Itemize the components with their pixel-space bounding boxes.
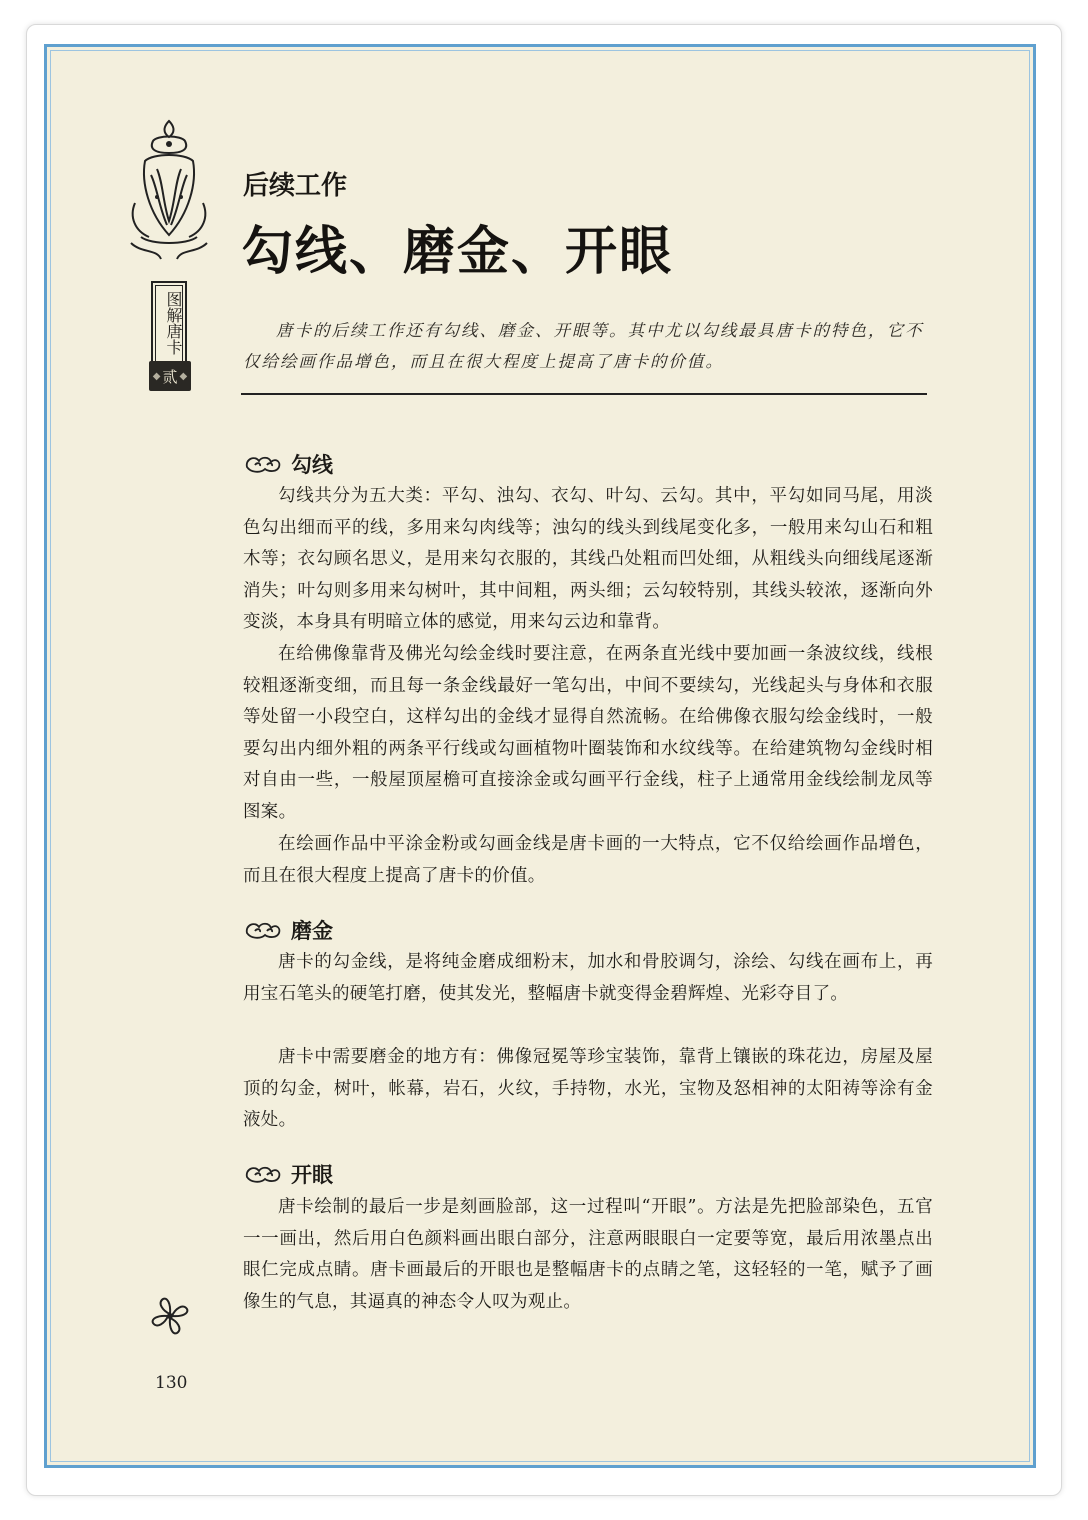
chapter-seal [149,361,191,391]
chapter-seal-label: 贰 [162,367,178,386]
section-heading-label: 勾线 [291,453,333,477]
seal-ornament-left-icon: ◆ [152,370,161,382]
cloud-scroll-icon [243,453,283,475]
page-number: 130 [155,1373,188,1393]
book-page [44,44,1036,1468]
divider-rule [241,393,927,395]
conch-shell-emblem-icon [127,113,211,283]
paragraph: 在绘画作品中平涂金粉或勾画金线是唐卡画的一大特点，它不仅给绘画作品增色，而且在很大程度上提高了唐卡的价值。 [243,834,933,886]
seal-ornament-right-icon: ◆ [179,370,188,382]
section-kicker: 后续工作 [243,171,348,201]
section-heading-mojin [243,915,333,945]
section-heading-kaiyan [243,1159,333,1189]
paragraph: 唐卡中需要磨金的地方有：佛像冠冕等珍宝装饰，靠背上镶嵌的珠花边，房屋及屋顶的勾金，树叶，帐幕，岩石，火纹，手持物，水光，宝物及怒相神的太阳祷等涂有金液处。 [243,1047,933,1130]
cloud-scroll-icon [243,919,283,941]
side-banner-label: 图解唐卡 [164,291,183,355]
section-heading-label: 磨金 [291,919,333,943]
section-heading-gouxian [243,449,333,479]
section-heading-label: 开眼 [291,1163,333,1187]
four-petal-flower-icon [147,1293,193,1343]
paragraph: 唐卡绘制的最后一步是刻画脸部，这一过程叫“开眼”。方法是先把脸部染色，五官一一画出，然后用白色颜料画出眼白部分，注意两眼眼白一定要等宽，最后用浓墨点出眼仁完成点睛。唐卡画最后的开眼也是整幅唐卡的点睛之笔，这轻轻的一笔，赋予了画像生的气息，其逼真的神态令人叹为观止。 [243,1197,933,1312]
intro-paragraph: 唐卡的后续工作还有勾线、磨金、开眼等。其中尤以勾线最具唐卡的特色，它不仅给绘画作品增色，而且在很大程度上提高了唐卡的价值。 [243,321,924,371]
paragraph: 在给佛像靠背及佛光勾绘金线时要注意，在两条直光线中要加画一条波纹线，线根较粗逐渐变细，而且每一条金线最好一笔勾出，中间不要续勾，光线起头与身体和衣服等处留一小段空白，这样勾出的金线才显得自然流畅。在给佛像衣服勾绘金线时，一般要勾出内细外粗的两条平行线或勾画植物叶圈装饰和水纹线等。在给建筑物勾金线时相对自由一些，一般屋顶屋檐可直接涂金或勾画平行金线，柱子上通常用金线绘制龙凤等图案。 [243,644,933,822]
paragraph: 唐卡的勾金线，是将纯金磨成细粉末，加水和骨胶调匀，涂绘、勾线在画布上，再用宝石笔头的硬笔打磨，使其发光，整幅唐卡就变得金碧辉煌、光彩夺目了。 [243,952,933,1004]
page-title: 勾线、磨金、开眼 [241,222,674,282]
paragraph: 勾线共分为五大类：平勾、浊勾、衣勾、叶勾、云勾。其中，平勾如同马尾，用淡色勾出细而平的线，多用来勾肉线等；浊勾的线头到线尾变化多，一般用来勾山石和粗木等；衣勾顾名思义，是用来勾衣服的，其线凸处粗而凹处细，从粗线头向细线尾逐渐消失；叶勾则多用来勾树叶，其中间粗，两头细；云勾较特别，其线头较浓，逐渐向外变淡，本身具有明暗立体的感觉，用来勾云边和靠背。 [243,486,933,632]
cloud-scroll-icon [243,1163,283,1185]
